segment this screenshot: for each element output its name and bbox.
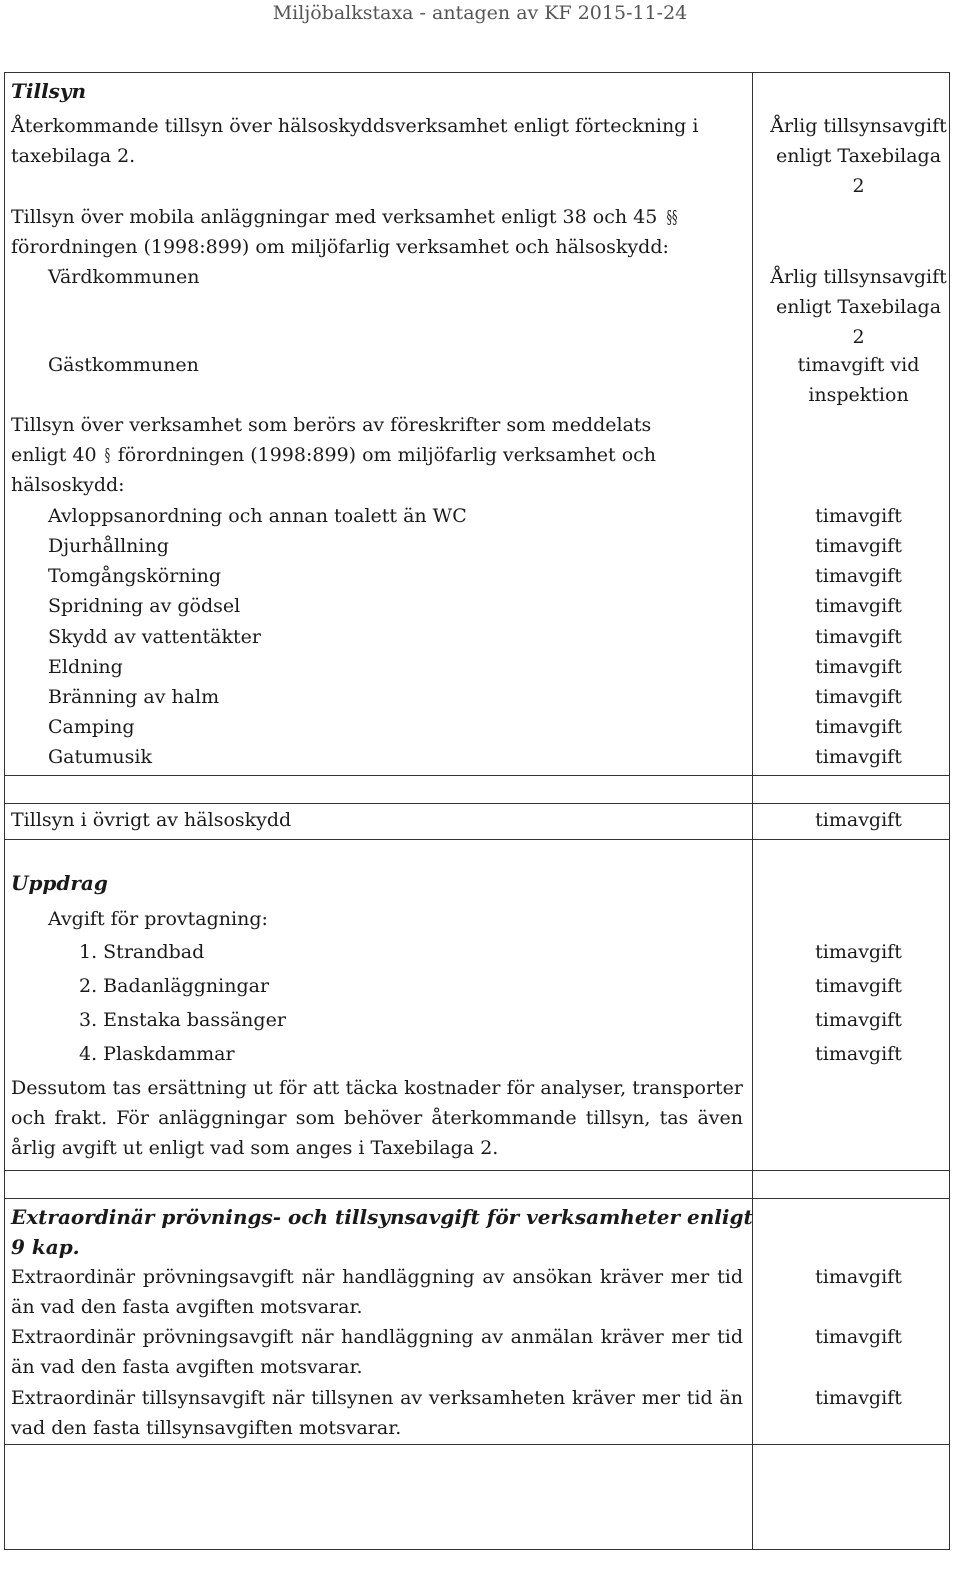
activity-label: Tomgångskörning [48,565,222,587]
extra-item-text: Extraordinär prövningsavgift när handläggning av ansökan kräver mer tid än vad den fasta avgiften motsvarar. [11,1266,743,1318]
uppdrag-note: Dessutom tas ersättning ut för att täcka kostnader för analyser, transporter och frakt. För anläggningar som behöver återkommande tillsyn, tas även årlig avgift ut enligt vad som anges i Taxebilaga 2. [11,1077,743,1159]
extra-item-fee: timavgift [815,1387,902,1409]
section-heading-tillsyn: Tillsyn [11,79,87,103]
table-left-border [4,72,5,1550]
fee-line: enligt Taxebilaga [775,296,942,318]
activity-label: Skydd av vattentäkter [48,626,261,648]
activity-fee: timavgift [815,595,902,617]
activity-fee: timavgift [815,716,902,738]
mobile-text-a: Tillsyn över mobila anläggningar med verksamhet enligt 38 och 45 [11,206,658,228]
guest-municipality-fee [762,350,955,410]
recurring-text-line2: taxebilaga 2. [11,145,136,167]
sampling-fee: timavgift [815,1009,902,1031]
mobile-text-line1 [11,206,681,229]
sampling-item: 1. Strandbad [79,941,205,963]
activity-label: Avloppsanordning och annan toalett än WC [48,505,467,527]
regulations-text-line3: hälsoskydd: [11,474,125,496]
activity-fee: timavgift [815,686,902,708]
sampling-fee: timavgift [815,1043,902,1065]
extra-item-fee: timavgift [815,1326,902,1348]
activity-label: Spridning av gödsel [48,595,241,617]
sampling-item: 3. Enstaka bassänger [79,1009,286,1031]
other-supervision-fee: timavgift [815,809,902,831]
regs-text-b: förordningen (1998:899) om miljöfarlig verksamhet och [117,444,657,466]
activity-fee: timavgift [815,626,902,648]
sampling-item: 2. Badanläggningar [79,975,270,997]
host-municipality-fee [762,262,955,352]
table-bottom-border [4,1549,950,1550]
section-heading-extra-line2: 9 kap. [11,1235,80,1259]
extra-item-text: Extraordinär prövningsavgift när handläggning av anmälan kräver mer tid än vad den fasta avgiften motsvarar. [11,1326,743,1378]
sampling-fee: timavgift [815,941,902,963]
activity-fee: timavgift [815,656,902,678]
sampling-item: 4. Plaskdammar [79,1043,235,1065]
fee-line: enligt Taxebilaga [775,145,942,167]
regulations-text-line2 [11,444,656,467]
row-divider [4,1170,950,1171]
activity-label: Eldning [48,656,123,678]
fee-line: Årlig tillsynsavgift [770,266,947,288]
row-divider [4,839,950,840]
section-heading-uppdrag: Uppdrag [11,871,108,895]
sampling-label: Avgift för provtagning: [48,908,268,930]
fee-line: timavgift vid [797,354,920,376]
extra-item-fee: timavgift [815,1266,902,1288]
activity-fee: timavgift [815,565,902,587]
page-header: Miljöbalkstaxa - antagen av KF 2015-11-24 [272,2,688,24]
regulations-text-line1: Tillsyn över verksamhet som berörs av föreskrifter som meddelats [11,414,652,436]
table-column-divider [752,72,753,1550]
fee-line: Årlig tillsynsavgift [770,115,947,137]
activity-label: Djurhållning [48,535,169,557]
sampling-fee: timavgift [815,975,902,997]
section-sign: § [104,445,110,466]
recurring-fee [762,111,955,201]
fee-line: 2 [852,175,865,197]
activity-fee: timavgift [815,505,902,527]
other-supervision-label: Tillsyn i övrigt av hälsoskydd [11,809,292,831]
section-sign: §§ [666,207,678,228]
row-divider [4,1198,950,1199]
fee-line: 2 [852,326,865,348]
regs-text-a: enligt 40 [11,444,97,466]
mobile-text-line2: förordningen (1998:899) om miljöfarlig verksamhet och hälsoskydd: [11,236,669,258]
activity-label: Camping [48,716,135,738]
guest-municipality-label: Gästkommunen [48,354,199,376]
table-top-border [4,72,950,73]
activity-label: Gatumusik [48,746,152,768]
row-divider [4,803,950,804]
host-municipality-label: Värdkommunen [48,266,200,288]
fee-line: inspektion [808,384,909,406]
recurring-text-line1: Återkommande tillsyn över hälsoskyddsverksamhet enligt förteckning i [11,115,699,137]
row-divider [4,775,950,776]
activity-label: Bränning av halm [48,686,220,708]
extra-item-text: Extraordinär tillsynsavgift när tillsynen av verksamheten kräver mer tid än vad den fasta tillsynsavgiften motsvarar. [11,1387,743,1439]
activity-fee: timavgift [815,746,902,768]
activity-fee: timavgift [815,535,902,557]
section-heading-extra-line1: Extraordinär prövnings- och tillsynsavgift för verksamheter enligt [11,1205,753,1229]
row-divider [4,1444,950,1445]
